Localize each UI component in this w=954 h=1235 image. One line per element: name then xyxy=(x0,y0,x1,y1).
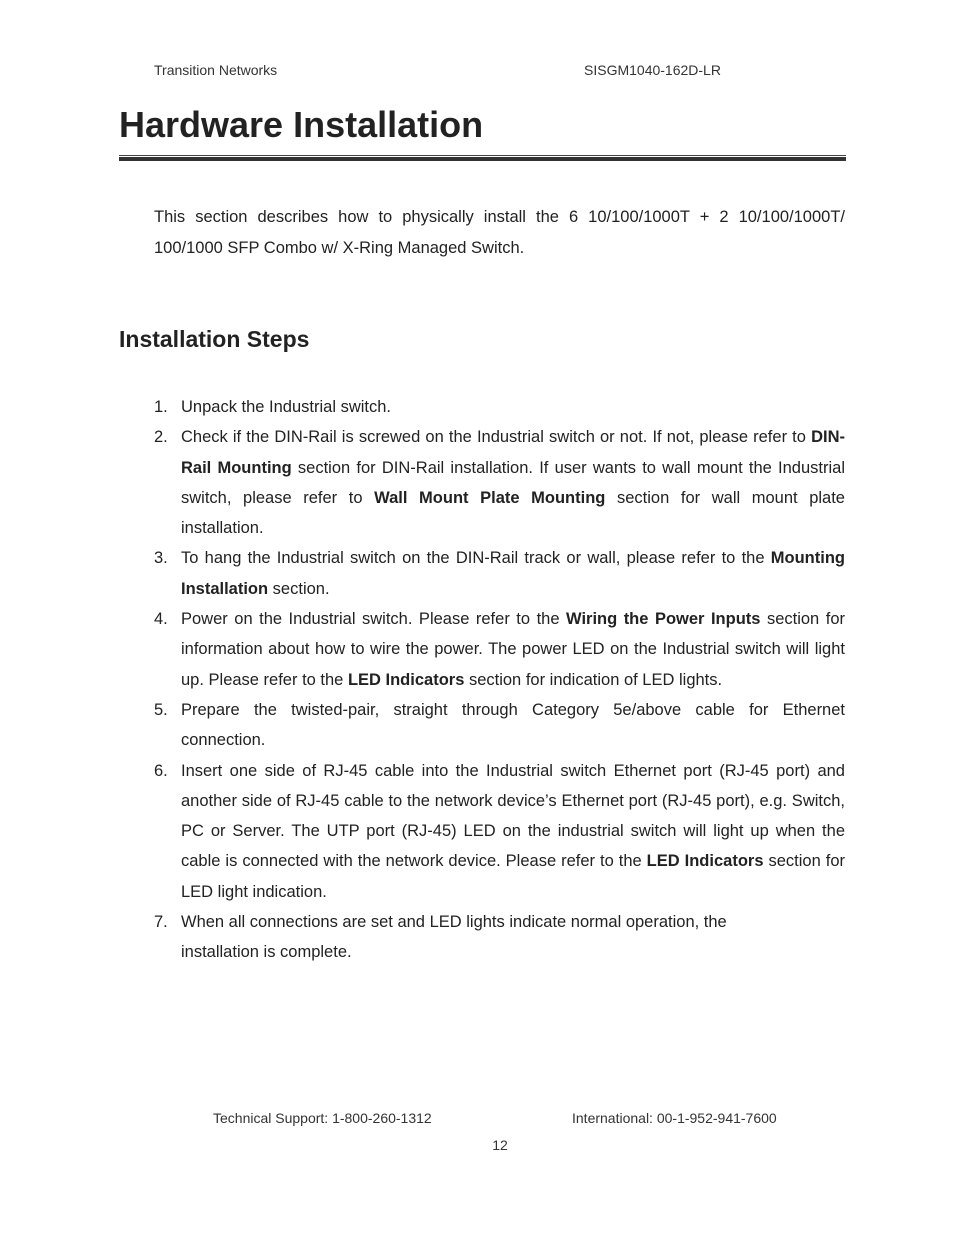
step-text: Power on the Industrial switch. Please refer to the xyxy=(181,610,567,629)
step-5 xyxy=(154,695,845,756)
step-number: 6. xyxy=(154,761,168,780)
step-6 xyxy=(154,756,845,907)
header-model: SISGM1040-162D-LR xyxy=(584,62,721,78)
section-title: Installation Steps xyxy=(119,326,310,352)
step-number: 5. xyxy=(154,700,168,719)
step-text: Check if the DIN-Rail is screwed on the Industrial switch or not. If not, please refer to xyxy=(181,428,812,447)
step-text: section for LED light indication. xyxy=(181,852,845,901)
section-reference: LED Indicators xyxy=(646,852,764,871)
step-number: 2. xyxy=(154,428,168,447)
section-reference: Wall Mount Plate Mounting xyxy=(374,488,606,507)
step-text: installation is complete. xyxy=(181,943,352,962)
footer-international-phone: International: 00-1-952-941-7600 xyxy=(572,1110,777,1126)
step-text: section for indication of LED lights. xyxy=(464,670,723,689)
step-4 xyxy=(154,604,845,695)
step-3 xyxy=(154,543,845,604)
steps-list xyxy=(154,392,845,968)
step-text: section for wall mount plate installation. xyxy=(181,488,845,538)
header-company: Transition Networks xyxy=(154,62,278,78)
step-text: section for DIN-Rail installation. If user wants to wall mount the Industrial switch, please refer to xyxy=(181,458,845,507)
step-text: To hang the Industrial switch on the DIN-Rail track or wall, please refer to the xyxy=(181,549,771,568)
step-text: section for information about how to wire the power. The power LED on the Industrial switch will light up. Please refer to the xyxy=(181,610,845,689)
intro-paragraph: This section describes how to physically install the 6 10/100/1000T + 2 10/100/1000T/ 100/1000 SFP Combo w/ X-Ring Managed Switch. xyxy=(154,208,845,257)
footer-support-phone: Technical Support: 1-800-260-1312 xyxy=(213,1110,432,1126)
step-text: section. xyxy=(268,579,330,598)
page-number: 12 xyxy=(492,1137,508,1153)
step-text: Prepare the twisted-pair, straight through Category 5e/above cable for Ethernet connection. xyxy=(181,700,845,750)
step-number: 1. xyxy=(154,398,168,416)
step-2 xyxy=(154,422,845,543)
step-text: When all connections are set and LED lights indicate normal operation, the xyxy=(181,913,727,932)
step-text: Unpack the Industrial switch. xyxy=(181,398,392,416)
page-title: Hardware Installation xyxy=(119,104,484,145)
section-reference: Mounting Installation xyxy=(181,549,845,598)
section-reference: LED Indicators xyxy=(347,670,465,689)
section-reference: DIN-Rail Mounting xyxy=(181,428,845,477)
step-1 xyxy=(154,392,845,422)
step-text: Insert one side of RJ-45 cable into the Industrial switch Ethernet port (RJ-45 port) and another side of RJ-45 cable to the network device’s Ethernet port (RJ-45 port), e.g. Switch, PC or Server. The UTP port (RJ-45) LED on the industrial switch will light up when the cable is connected with the network device. Please refer to the xyxy=(181,761,845,871)
step-number: 4. xyxy=(154,610,168,629)
step-number: 7. xyxy=(154,913,168,932)
step-number: 3. xyxy=(154,549,168,568)
section-reference: Wiring the Power Inputs xyxy=(566,610,761,629)
step-7 xyxy=(154,907,845,968)
title-divider xyxy=(119,155,846,161)
